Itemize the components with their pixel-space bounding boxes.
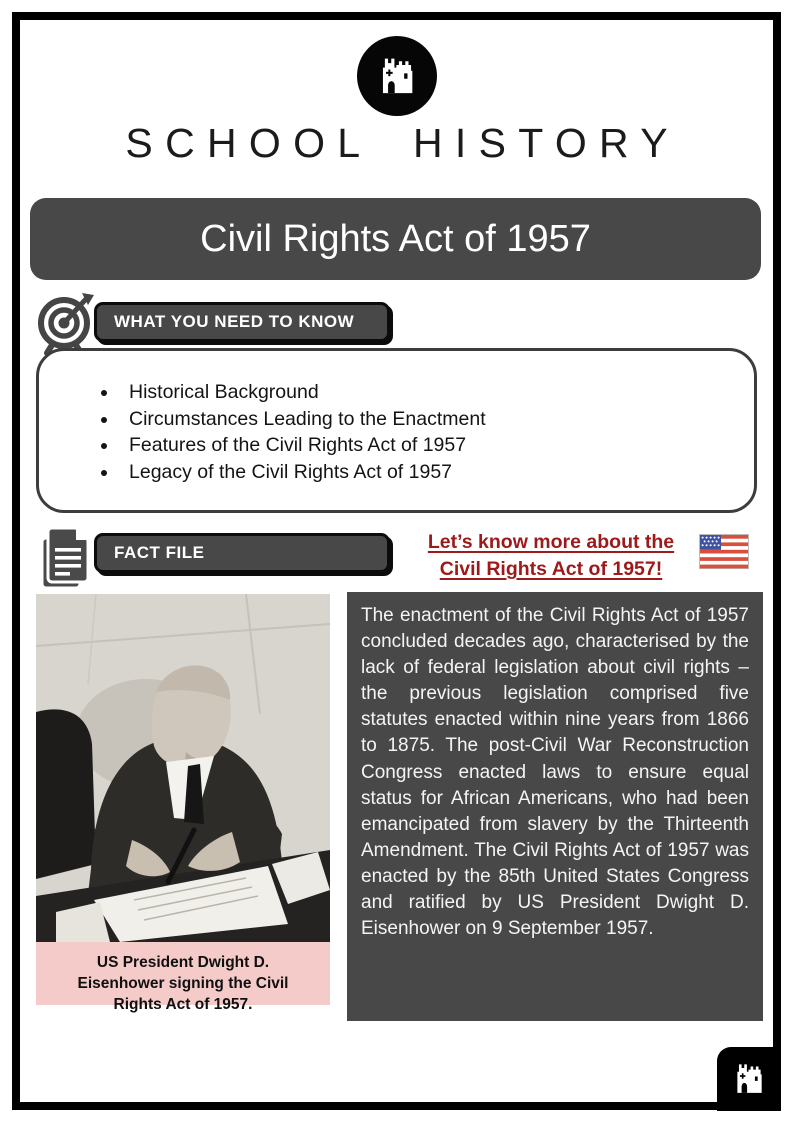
fact-text-block	[347, 592, 763, 1021]
know-list-item: • Historical Background	[119, 379, 754, 406]
eisenhower-signing-photo	[36, 594, 330, 942]
fact-text: The enactment of the Civil Rights Act of 1957 concluded decades ago, characterised by the lack of federal legislation about civil rights – the previous legislation comprised five statutes enacted within nine years from 1866 to 1875. The post-Civil War Reconstruction Congress enacted laws to ensure equal status for African Americans, who had been emancipated from slavery by the Thirteenth Amendment. The Civil Rights Act of 1957 was enacted by the 85th United States Congress and ratified by US President Dwight D. Eisenhower on 9 September 1957.	[361, 605, 749, 940]
know-list-item: • Features of the Civil Rights Act of 1957	[119, 432, 754, 459]
brand-name: SCHOOL HISTORY	[125, 120, 680, 166]
know-box	[36, 348, 757, 513]
section-label-fact-file	[94, 533, 390, 573]
corner-logo-badge	[717, 1047, 781, 1111]
know-list-item: • Legacy of the Civil Rights Act of 1957	[119, 459, 754, 486]
castle-icon	[730, 1058, 768, 1101]
page-title-text: Civil Rights Act of 1957	[200, 217, 591, 260]
section-label-fact-file-text: FACT FILE	[114, 543, 205, 562]
school-history-logo	[357, 36, 437, 116]
us-flag-icon	[699, 534, 749, 574]
cta-link[interactable]	[408, 529, 694, 583]
cta-line-2[interactable]: Civil Rights Act of 1957!	[439, 558, 663, 580]
document-icon	[38, 526, 94, 597]
know-list-item: • Circumstances Leading to the Enactment	[119, 406, 754, 433]
page-title	[30, 198, 761, 280]
photo-caption: US President Dwight D. Eisenhower signing the Civil Rights Act of 1957.	[36, 942, 330, 1005]
cta-line-1[interactable]: Let’s know more about the	[427, 531, 675, 553]
castle-icon	[374, 51, 420, 102]
section-label-know	[94, 302, 390, 342]
section-label-know-text: WHAT YOU NEED TO KNOW	[114, 312, 355, 331]
know-list	[39, 379, 754, 485]
